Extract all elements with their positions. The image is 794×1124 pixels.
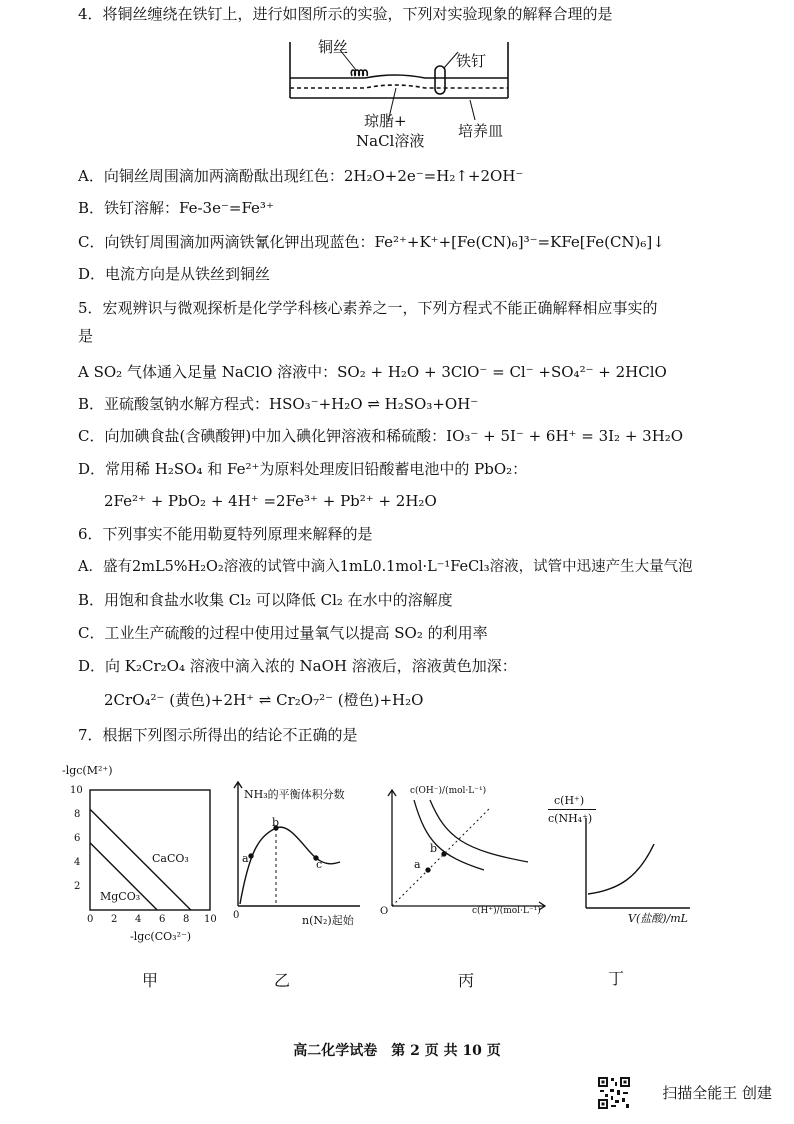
q6-option-b: B．用饱和食盐水收集 Cl₂ 可以降低 Cl₂ 在水中的溶解度 bbox=[78, 591, 453, 609]
jia-ytick: 10 bbox=[70, 785, 83, 796]
copper-wire-label: 铜丝 bbox=[318, 38, 349, 56]
jia-xtick: 0 bbox=[87, 914, 94, 925]
jia-xtick: 4 bbox=[135, 914, 142, 925]
q6-option-a: A．盛有2mL5%H₂O₂溶液的试管中滴入1mL0.1mol·L⁻¹FeCl₃溶液，试管中迅速产生大量气泡 bbox=[78, 559, 693, 575]
yi-ylabel: NH₃的平衡体积分数 bbox=[244, 788, 345, 801]
bing-chart bbox=[380, 786, 550, 916]
q6-stem: 6．下列事实不能用勒夏特列原理来解释的是 bbox=[78, 525, 373, 543]
jia-series-label-mgco3: MgCO₃ bbox=[100, 890, 141, 903]
q4-stem: 4．将铜丝缠绕在铁钉上，进行如图所示的实验，下列对实验现象的解释合理的是 bbox=[78, 5, 613, 23]
caption-yi: 乙 bbox=[274, 971, 291, 990]
bing-xlabel: c(H⁺)/(mol·L⁻¹) bbox=[472, 906, 541, 916]
scanner-watermark: 扫描全能王 创建 bbox=[662, 1084, 772, 1102]
q5-option-b: B．亚硫酸氢钠水解方程式：HSO₃⁻+H₂O ⇌ H₂SO₃+OH⁻ bbox=[78, 395, 479, 413]
yi-origin: 0 bbox=[233, 910, 240, 921]
yi-point-c: c bbox=[316, 858, 323, 871]
ding-fraction-bar bbox=[548, 809, 596, 810]
jia-ytick: 8 bbox=[74, 809, 81, 820]
jia-xlabel: -lgc(CO₃²⁻) bbox=[130, 930, 192, 943]
agar-label: 琼脂+ bbox=[364, 112, 407, 130]
caption-jia: 甲 bbox=[142, 971, 159, 990]
qr-code-icon bbox=[597, 1076, 631, 1110]
caption-bing: 丙 bbox=[458, 971, 475, 990]
ding-ylabel-numerator: c(H⁺) bbox=[554, 794, 585, 807]
jia-xtick: 10 bbox=[204, 914, 217, 925]
iron-nail-label: 铁钉 bbox=[456, 52, 487, 70]
jia-series-label-caco3: CaCO₃ bbox=[152, 852, 189, 865]
bing-origin: O bbox=[380, 906, 389, 917]
q5-option-a: A SO₂ 气体通入足量 NaClO 溶液中：SO₂ + H₂O + 3ClO⁻ = Cl⁻ +SO₄²⁻ + 2HClO bbox=[78, 363, 667, 381]
q5-option-d: D．常用稀 H₂SO₄ 和 Fe²⁺为原料处理废旧铅酸蓄电池中的 PbO₂： bbox=[78, 460, 528, 478]
bing-point-a: a bbox=[414, 858, 421, 871]
q4-option-c: C．向铁钉周围滴加两滴铁氰化钾出现蓝色：Fe²⁺+K⁺+[Fe(CN)₆]³⁻=KFe[Fe(CN)₆]↓ bbox=[78, 233, 665, 251]
bing-point-b: b bbox=[430, 842, 438, 855]
q4-option-d: D．电流方向是从铁丝到铜丝 bbox=[78, 265, 271, 283]
ding-ylabel-denominator: c(NH₄⁺) bbox=[548, 812, 593, 825]
q6-option-d: D．向 K₂Cr₂O₄ 溶液中滴入浓的 NaOH 溶液后，溶液黄色加深： bbox=[78, 657, 517, 675]
q7-stem: 7．根据下列图示所得出的结论不正确的是 bbox=[78, 726, 358, 744]
yi-point-b: b bbox=[272, 816, 280, 829]
jia-ylabel: -lgc(M²⁺) bbox=[62, 764, 113, 777]
yi-point-a: a bbox=[242, 852, 249, 865]
q4-option-a: A．向铜丝周围滴加两滴酚酞出现红色：2H₂O+2e⁻=H₂↑+2OH⁻ bbox=[78, 167, 524, 185]
nacl-label: NaCl溶液 bbox=[356, 132, 425, 150]
jia-chart bbox=[60, 780, 240, 930]
jia-xtick: 8 bbox=[183, 914, 190, 925]
ding-xlabel: V(盐酸)/mL bbox=[628, 912, 688, 925]
q6-option-c: C．工业生产硫酸的过程中使用过量氧气以提高 SO₂ 的利用率 bbox=[78, 624, 488, 642]
jia-xtick: 6 bbox=[159, 914, 166, 925]
petri-dish-label: 培养皿 bbox=[458, 122, 504, 140]
jia-xtick: 2 bbox=[111, 914, 118, 925]
jia-ytick: 2 bbox=[74, 881, 81, 892]
q5-stem-line1: 5．宏观辨识与微观探析是化学学科核心素养之一，下列方程式不能正确解释相应事实的 bbox=[78, 299, 658, 317]
caption-ding: 丁 bbox=[608, 969, 625, 988]
ding-chart bbox=[578, 790, 698, 914]
jia-ytick: 6 bbox=[74, 833, 81, 844]
q5-stem-line2: 是 bbox=[78, 327, 94, 345]
bing-ylabel: c(OH⁻)/(mol·L⁻¹) bbox=[410, 786, 487, 796]
q5-option-d-equation: 2Fe²⁺ + PbO₂ + 4H⁺ =2Fe³⁺ + Pb²⁺ + 2H₂O bbox=[104, 492, 437, 510]
q6-option-d-equation: 2CrO₄²⁻ (黄色)+2H⁺ ⇌ Cr₂O₇²⁻ (橙色)+H₂O bbox=[104, 691, 424, 709]
yi-xlabel: n(N₂)起始 bbox=[302, 914, 354, 927]
page-footer: 高二化学试卷 第 2 页 共 10 页 bbox=[293, 1043, 501, 1059]
q5-option-c: C．向加碘食盐(含碘酸钾)中加入碘化钾溶液和稀硫酸：IO₃⁻ + 5I⁻ + 6H⁺ = 3I₂ + 3H₂O bbox=[78, 427, 684, 445]
q4-option-b: B．铁钉溶解：Fe-3e⁻=Fe³⁺ bbox=[78, 199, 274, 217]
jia-ytick: 4 bbox=[74, 857, 81, 868]
